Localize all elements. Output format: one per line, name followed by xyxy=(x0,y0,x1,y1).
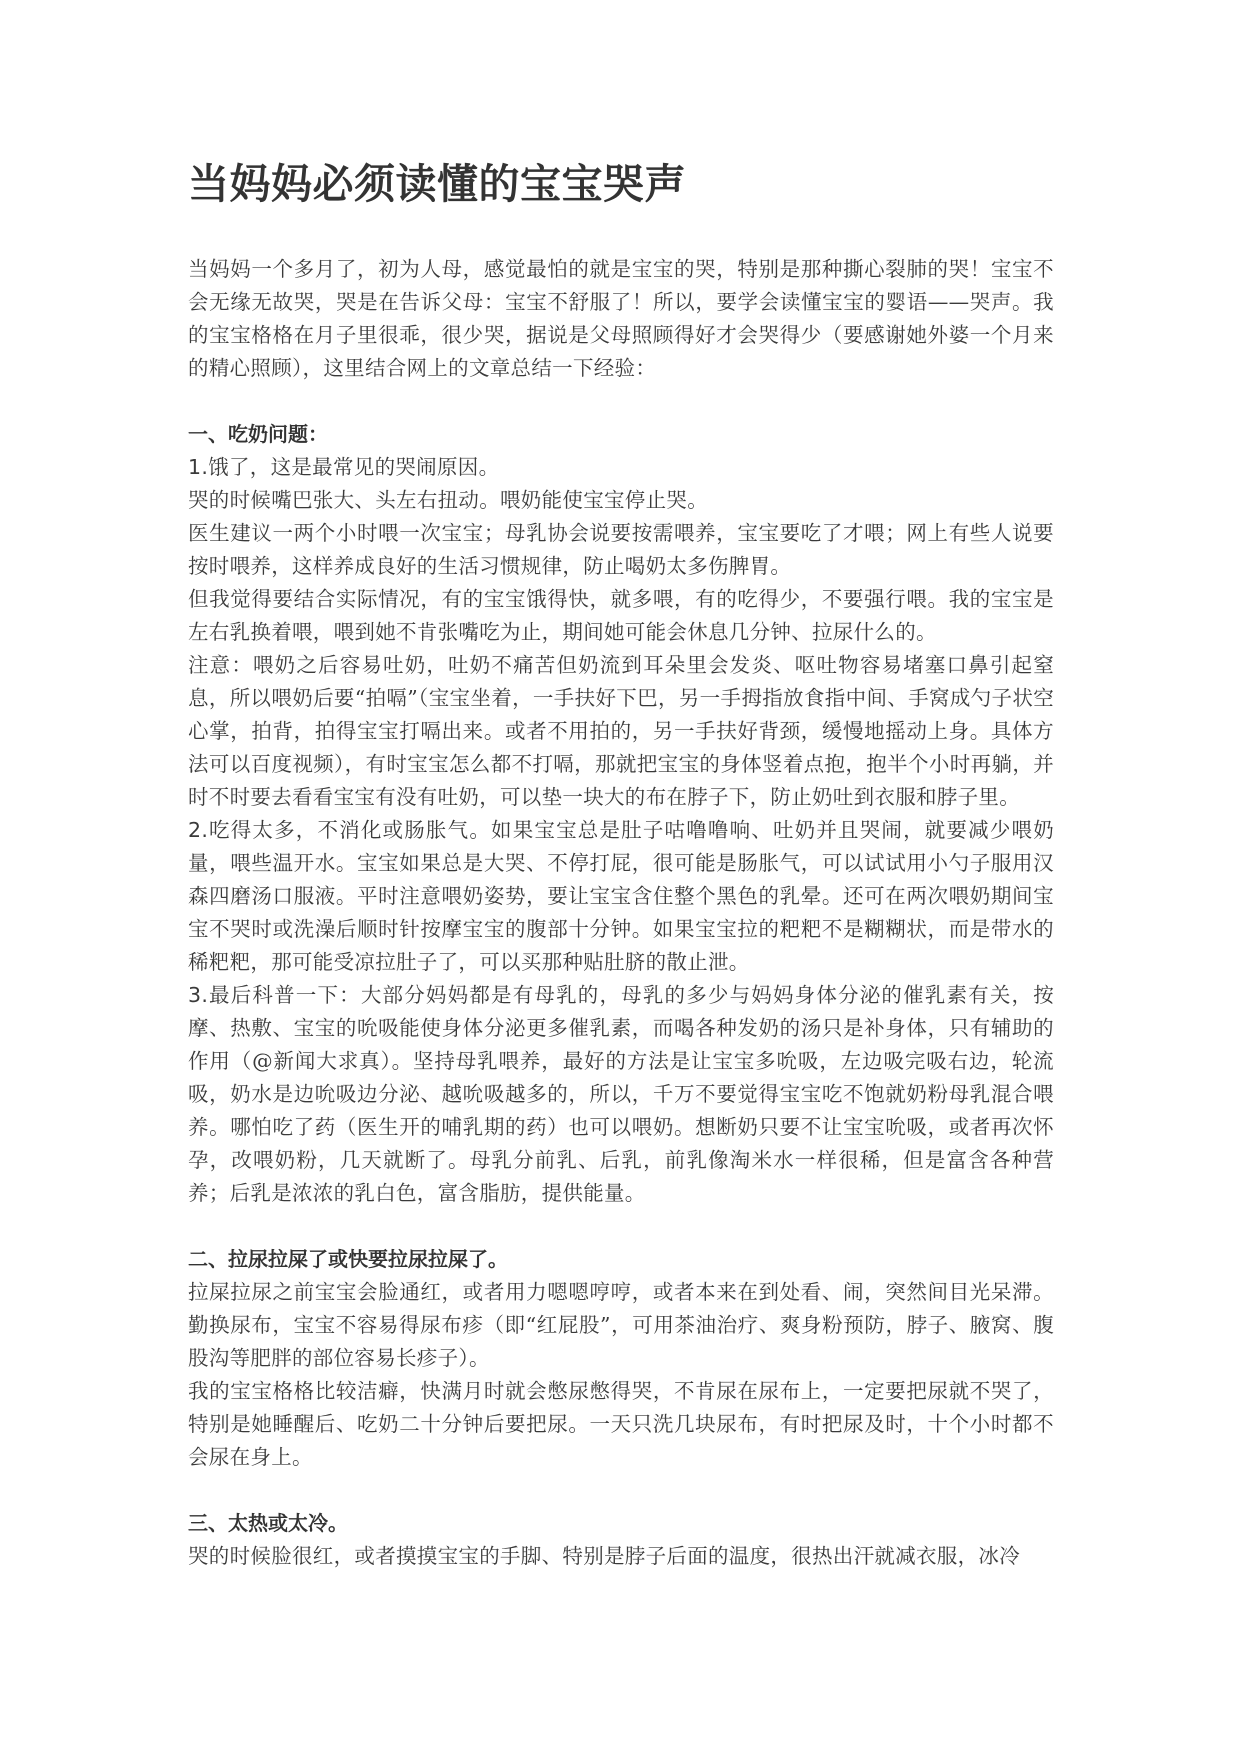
paragraph xyxy=(188,814,1054,979)
paragraph-text: 哭的时候脸很红，或者摸摸宝宝的手脚、特别是脖子后面的温度，很热出汗就减衣服，冰冷 xyxy=(188,1544,1020,1568)
section-heading: 二、拉尿拉屎了或快要拉尿拉屎了。 xyxy=(188,1247,508,1271)
paragraph-text: 最后科普一下：大部分妈妈都是有母乳的，母乳的多少与妈妈身体分泌的催乳素有关，按摩、热敷、宝宝的吮吸能使身体分泌更多催乳素，而喝各种发奶的汤只是补身体，只有辅助的作用（@新闻大求真）。坚持母乳喂养，最好的方法是让宝宝多吮吸，左边吸完吸右边，轮流吸，奶水是边吮吸边分泌、越吮吸越多的，所以，千万不要觉得宝宝吃不饱就奶粉母乳混合喂养。哪怕吃了药（医生开的哺乳期的药）也可以喂奶。想断奶只要不让宝宝吮吸，或者再次怀孕，改喂奶粉，几天就断了。母乳分前乳、后乳，前乳像淘米水一样很稀，但是富含各种营养；后乳是浓浓的乳白色，富含脂肪，提供能量。 xyxy=(188,983,1054,1205)
paragraph-text: 注意：喂奶之后容易吐奶，吐奶不痛苦但奶流到耳朵里会发炎、呕吐物容易堵塞口鼻引起窒息，所以喂奶后要“拍嗝”（宝宝坐着，一手扶好下巴，另一手拇指放食指中间、手窝成勺子状空心掌，拍背，拍得宝宝打嗝出来。或者不用拍的，另一手扶好背颈，缓慢地摇动上身。具体方法可以百度视频），有时宝宝怎么都不打嗝，那就把宝宝的身体竖着点抱，抱半个小时再躺，并时不时要去看看宝宝有没有吐奶，可以垫一块大的布在脖子下，防止奶吐到衣服和脖子里。 xyxy=(188,653,1054,809)
item-number: 1. xyxy=(188,455,209,479)
section-feeding xyxy=(188,418,1054,1210)
intro-paragraph: 当妈妈一个多月了，初为人母，感觉最怕的就是宝宝的哭，特别是那种撕心裂肺的哭！宝宝不会无缘无故哭，哭是在告诉父母：宝宝不舒服了！所以，要学会读懂宝宝的婴语——哭声。我的宝宝格格在月子里很乖，很少哭，据说是父母照顾得好才会哭得少（要感谢她外婆一个月来的精心照顾），这里结合网上的文章总结一下经验： xyxy=(188,257,1054,380)
paragraph xyxy=(188,979,1054,1210)
section-temperature xyxy=(188,1507,1054,1573)
paragraph xyxy=(188,1375,1054,1474)
section-heading: 一、吃奶问题： xyxy=(188,422,328,446)
paragraph-text: 吃得太多，不消化或肠胀气。如果宝宝总是肚子咕噜噜响、吐奶并且哭闹，就要减少喂奶量，喂些温开水。宝宝如果总是大哭、不停打屁，很可能是肠胀气，可以试试用小勺子服用汉森四磨汤口服液。平时注意喂奶姿势，要让宝宝含住整个黑色的乳晕。还可在两次喂奶期间宝宝不哭时或洗澡后顺时针按摩宝宝的腹部十分钟。如果宝宝拉的粑粑不是糊糊状，而是带水的稀粑粑，那可能受凉拉肚子了，可以买那种贴肚脐的散止泄。 xyxy=(188,818,1054,974)
paragraph xyxy=(188,484,1054,517)
document-page xyxy=(188,158,1054,1573)
paragraph-text: 医生建议一两个小时喂一次宝宝；母乳协会说要按需喂养，宝宝要吃了才喂；网上有些人说要按时喂养，这样养成良好的生活习惯规律，防止喝奶太多伤脾胃。 xyxy=(188,521,1054,578)
paragraph-text: 哭的时候嘴巴张大、头左右扭动。喂奶能使宝宝停止哭。 xyxy=(188,488,708,512)
paragraph-text: 饿了，这是最常见的哭闹原因。 xyxy=(208,455,500,479)
paragraph xyxy=(188,517,1054,583)
paragraph-text: 我的宝宝格格比较洁癖，快满月时就会憋尿憋得哭，不肯尿在尿布上，一定要把尿就不哭了，特别是她睡醒后、吃奶二十分钟后要把尿。一天只洗几块尿布，有时把尿及时，十个小时都不会尿在身上。 xyxy=(188,1379,1054,1469)
section-heading: 三、太热或太冷。 xyxy=(188,1511,348,1535)
paragraph-text: 但我觉得要结合实际情况，有的宝宝饿得快，就多喂，有的吃得少，不要强行喂。我的宝宝是左右乳换着喂，喂到她不肯张嘴吃为止，期间她可能会休息几分钟、拉尿什么的。 xyxy=(188,587,1054,644)
paragraph xyxy=(188,451,1054,484)
paragraph xyxy=(188,583,1054,649)
item-number: 3. xyxy=(188,983,209,1007)
section-toileting xyxy=(188,1243,1054,1474)
intro-section xyxy=(188,253,1054,385)
document-title: 当妈妈必须读懂的宝宝哭声 xyxy=(188,160,686,208)
paragraph xyxy=(188,649,1054,814)
item-number: 2. xyxy=(188,818,209,842)
paragraph xyxy=(188,1540,1054,1573)
paragraph-text: 拉屎拉尿之前宝宝会脸通红，或者用力嗯嗯哼哼，或者本来在到处看、闹，突然间目光呆滞。勤换尿布，宝宝不容易得尿布疹（即“红屁股”，可用茶油治疗、爽身粉预防，脖子、腋窝、腹股沟等肥胖的部位容易长疹子）。 xyxy=(188,1280,1054,1370)
paragraph xyxy=(188,1276,1054,1375)
